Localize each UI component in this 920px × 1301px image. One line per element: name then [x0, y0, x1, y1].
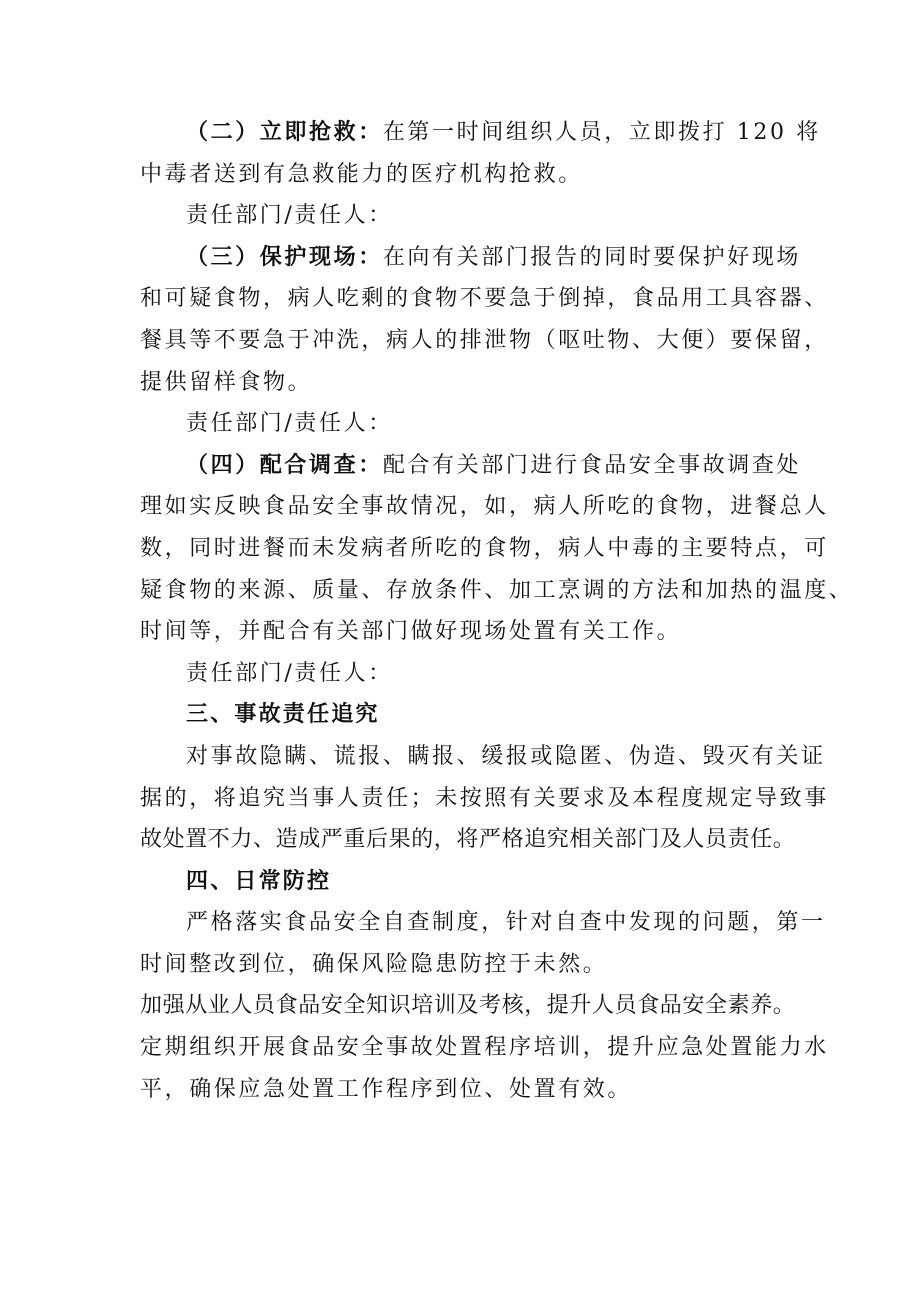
protect-lead: （三）保护现场： [186, 244, 383, 270]
rescue-text-1: 在第一时间组织人员，立即拨打 120 将 [382, 120, 821, 145]
paragraph-rescue-line-1 [140, 112, 821, 154]
paragraph-protect-line-4: 提供留样食物。 [140, 369, 313, 395]
heading-prevention: 四、日常防控 [186, 868, 332, 894]
cooperate-lead: （四）配合调查： [186, 452, 383, 478]
rescue-lead: （二）立即抢救： [186, 120, 383, 145]
paragraph-cooperate-line-2: 理如实反映食品安全事故情况，如，病人所吃的食物，进餐总人 [140, 494, 829, 520]
paragraph-cooperate-line-4: 疑食物的来源、质量、存放条件、加工烹调的方法和加热的温度、 [140, 577, 854, 603]
protect-text-1: 在向有关部门报告的同时要保护好现场 [382, 244, 802, 270]
paragraph-cooperate-line-5: 时间等，并配合有关部门做好现场处置有关工作。 [140, 619, 682, 645]
paragraph-prevention-line-5: 平，确保应急处置工作程序到位、处置有效。 [140, 1076, 633, 1102]
document-page [140, 112, 854, 1110]
paragraph-prevention-line-2: 时间整改到位，确保风险隐患防控于未然。 [140, 951, 608, 977]
heading-accountability: 三、事故责任追究 [186, 702, 380, 728]
paragraph-rescue-line-2: 中毒者送到有急救能力的医疗机构抢救。 [140, 161, 583, 187]
paragraph-cooperate-line-3: 数，同时进餐而未发病者所吃的食物，病人中毒的主要特点，可 [140, 535, 829, 561]
cooperate-text-1: 配合有关部门进行食品安全事故调查处 [382, 452, 802, 478]
paragraph-prevention-line-4: 定期组织开展食品安全事故处置程序培训，提升应急处置能力水 [140, 1035, 829, 1061]
paragraph-prevention-line-3: 加强从业人员食品安全知识培训及考核，提升人员食品安全素养。 [140, 993, 796, 1019]
paragraph-protect-line-1 [140, 237, 802, 279]
paragraph-accountability-line-2: 据的，将追究当事人责任；未按照有关要求及本程度规定导致事 [140, 785, 829, 811]
paragraph-protect-line-2: 和可疑食物，病人吃剩的食物不要急于倒掉，食品用工具容器、 [140, 286, 829, 312]
cooperate-responsible: 责任部门/责任人： [186, 660, 393, 686]
paragraph-accountability-line-3: 故处置不力、造成严重后果的，将严格追究相关部门及人员责任。 [140, 827, 796, 853]
rescue-responsible: 责任部门/责任人： [186, 203, 393, 229]
paragraph-accountability-line-1: 对事故隐瞒、谎报、瞒报、缓报或隐匿、伪造、毁灭有关证 [186, 743, 826, 769]
protect-responsible: 责任部门/责任人： [186, 411, 393, 437]
paragraph-protect-line-3: 餐具等不要急于冲洗，病人的排泄物（呕吐物、大便）要保留， [140, 327, 829, 353]
paragraph-cooperate-line-1 [140, 445, 802, 487]
paragraph-prevention-line-1: 严格落实食品安全自查制度，针对自查中发现的问题，第一 [186, 910, 826, 936]
